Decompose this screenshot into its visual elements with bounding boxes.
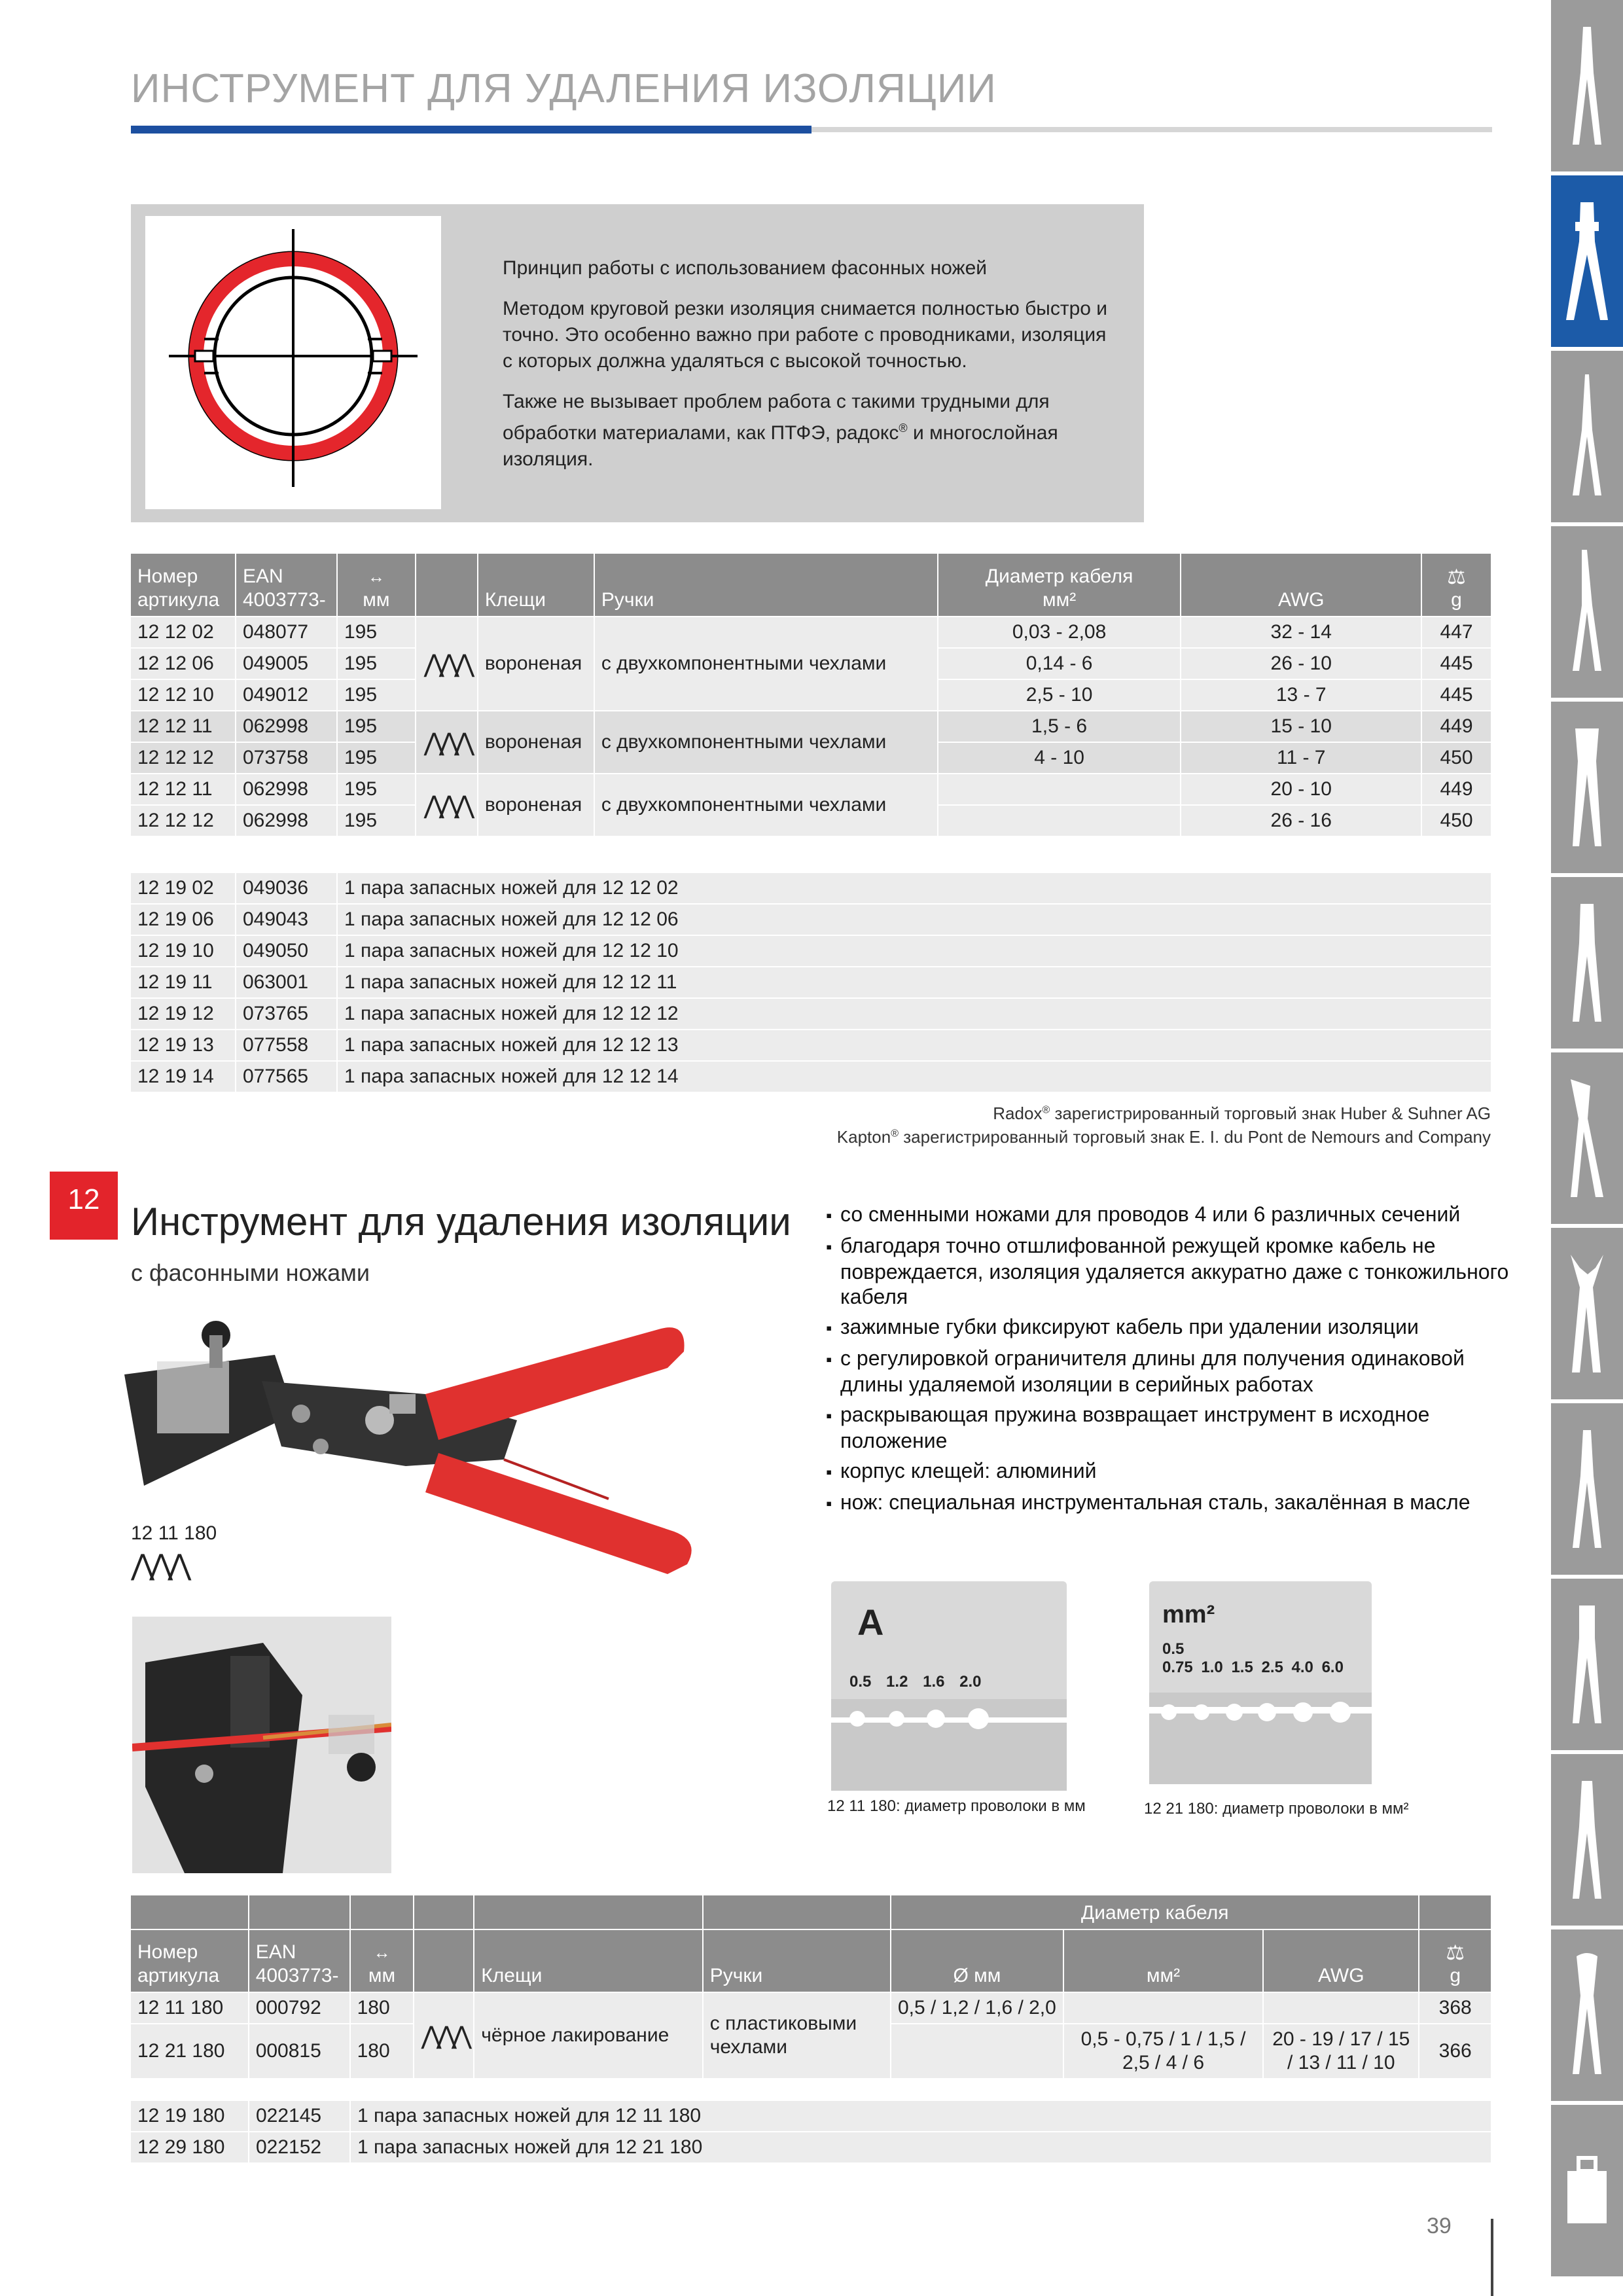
- col-awg: AWG: [1181, 554, 1421, 617]
- tab-water-pump-pliers[interactable]: [1551, 1052, 1623, 1228]
- tab-pliers-4[interactable]: [1551, 526, 1623, 702]
- table-row: 12 12 12 073758 195 4 - 10 11 - 7 450: [131, 742, 1491, 774]
- tool-case-icon: [1564, 2151, 1610, 2230]
- list-item: ▪ благодаря точно отшлифованной режущей кромке кабель не повреждается, изоляция удаляется аккуратно даже с тонкожильного кабеля: [826, 1233, 1520, 1309]
- tab-wire-strippers[interactable]: [1551, 175, 1623, 351]
- product-article-label: 12 11 180: [131, 1522, 217, 1544]
- wire-stripper-tab-icon: [1561, 196, 1613, 327]
- length-arrow-icon: ↔: [367, 567, 385, 586]
- list-item: ▪ нож: специальная инструментальная сталь, закалённая в масле: [826, 1490, 1520, 1516]
- blade-mm-diagram: [831, 1581, 1067, 1791]
- col-weight: ⚖ g: [1419, 1929, 1491, 1992]
- blade-b-caption: 12 21 180: диаметр проволоки в мм²: [1144, 1800, 1409, 1818]
- col-cable-diameter: Диаметр кабеля: [891, 1895, 1419, 1929]
- col-pliers: Клещи: [474, 1929, 703, 1992]
- tab-pliers-3[interactable]: [1551, 351, 1623, 526]
- trademark-radox: Radox® зарегистрированный торговый знак Huber & Suhner AG: [993, 1103, 1491, 1123]
- table-row: 12 19 02 049036 1 пара запасных ножей для 12 12 02: [131, 873, 1491, 904]
- col-jaw-icon: [414, 1929, 474, 1992]
- chapter-tab-bar: [1551, 0, 1623, 2296]
- title-rule-blue: [131, 126, 812, 134]
- table-row: 12 29 180 022152 1 пара запасных ножей для 12 21 180: [131, 2132, 1491, 2163]
- list-item: ▪ корпус клещей: алюминий: [826, 1458, 1520, 1484]
- table-row: 12 19 06 049043 1 пара запасных ножей для 12 12 06: [131, 904, 1491, 935]
- col-awg: AWG: [1263, 1929, 1419, 1992]
- jaw-profile-icon: ⋀⋀⋀: [416, 711, 478, 774]
- tab-pliers-9[interactable]: [1551, 1403, 1623, 1579]
- table-row: 12 12 10 049012 195 2,5 - 10 13 - 7 445: [131, 679, 1491, 711]
- cable-cutters-icon: [1567, 1950, 1607, 2081]
- list-item: ▪ со сменными ножами для проводов 4 или 6 различных сечений: [826, 1202, 1520, 1228]
- circlip-pliers-icon: [1564, 1248, 1610, 1379]
- pincers-icon: [1567, 722, 1607, 853]
- table-row: 12 12 12 062998 195 26 - 16 450: [131, 805, 1491, 836]
- principle-heading: Принцип работы с использованием фасонных ножей: [503, 257, 988, 279]
- cross-section-icon: [145, 216, 441, 509]
- scale-icon: ⚖: [1446, 1941, 1465, 1964]
- spare-blades-table-1: [131, 873, 1492, 1093]
- blade-a-sizes: 0.5 1.2 1.6 2.0: [849, 1673, 982, 1691]
- col-article-number: Номер артикула: [131, 1929, 249, 1992]
- tab-pincers[interactable]: [1551, 702, 1623, 877]
- page-number-rule: [1491, 2219, 1493, 2296]
- tab-cutters[interactable]: [1551, 877, 1623, 1052]
- table-row: 12 12 11 062998 195 ⋀⋀⋀ вороненая с двухкомпонентными чехлами 20 - 10 449: [131, 774, 1491, 805]
- section-number-badge: 12: [50, 1172, 118, 1240]
- blade-a-caption: 12 11 180: диаметр проволоки в мм: [827, 1797, 1086, 1815]
- col-cable-diameter: Диаметр кабеля мм²: [938, 554, 1181, 617]
- col-handles: Ручки: [703, 1929, 891, 1992]
- section-title: Инструмент для удаления изоляции: [131, 1200, 791, 1244]
- col-pliers: Клещи: [478, 554, 594, 617]
- section-subtitle: с фасонными ножами: [131, 1259, 370, 1286]
- principle-text: [503, 255, 1118, 487]
- table-row: 12 12 02 048077 195 ⋀⋀⋀ вороненая с двухкомпонентными чехлами 0,03 - 2,08 32 - 14 447: [131, 617, 1491, 648]
- col-ean: EAN 4003773-: [236, 554, 337, 617]
- col-length: ↔ мм: [350, 1929, 414, 1992]
- crimping-pliers-icon: [1567, 1599, 1607, 1730]
- table-row: 12 19 180 022145 1 пара запасных ножей для 12 11 180: [131, 2101, 1491, 2132]
- jaw-profile-icon: ⋀⋀⋀: [416, 617, 478, 711]
- jaw-profile-icon: ⋀⋀⋀: [131, 1549, 187, 1581]
- blade-b-sizes: 0.75 1.0 1.5 2.5 4.0 6.0: [1162, 1659, 1344, 1676]
- length-arrow-icon: ↔: [373, 1943, 391, 1962]
- usage-photo: [132, 1617, 391, 1873]
- assembly-pliers-icon: [1567, 1424, 1607, 1554]
- tab-circlip-pliers[interactable]: [1551, 1228, 1623, 1403]
- col-diameter-mm2: мм²: [1063, 1929, 1263, 1992]
- feature-list: [826, 1202, 1520, 1521]
- electrician-pliers-icon: [1567, 1774, 1607, 1905]
- tab-pliers-1[interactable]: [1551, 0, 1623, 175]
- water-pump-pliers-icon: [1564, 1073, 1610, 1204]
- combination-pliers-icon: [1567, 20, 1607, 151]
- product-photo: [98, 1316, 720, 1604]
- page-title: ИНСТРУМЕНТ ДЛЯ УДАЛЕНИЯ ИЗОЛЯЦИИ: [131, 66, 997, 111]
- table-row: 12 19 14 077565 1 пара запасных ножей для 12 12 14: [131, 1061, 1491, 1092]
- list-item: ▪ зажимные губки фиксируют кабель при удалении изоляции: [826, 1314, 1520, 1340]
- col-jaw-icon: [416, 554, 478, 617]
- table-row: 12 12 11 062998 195 ⋀⋀⋀ вороненая с двухкомпонентными чехлами 1,5 - 6 15 - 10 449: [131, 711, 1491, 742]
- table-row: 12 12 06 049005 195 0,14 - 6 26 - 10 445: [131, 648, 1491, 679]
- principle-para-1: Методом круговой резки изоляция снимается полностью быстро и точно. Это особенно важно при работе с проводниками, изоляция с которых должна удаляться с высокой точностью.: [503, 298, 1108, 372]
- product-table-2: [131, 1895, 1492, 2079]
- wire-stripper-icon: [98, 1316, 720, 1604]
- col-article-number: Номер артикула: [131, 554, 236, 617]
- spare-blades-table-2: [131, 2101, 1492, 2164]
- table-row: 12 19 13 077558 1 пара запасных ножей для 12 12 13: [131, 1030, 1491, 1061]
- jaw-profile-icon: ⋀⋀⋀: [414, 1992, 474, 2079]
- col-ean: EAN 4003773-: [249, 1929, 350, 1992]
- trademark-kapton: Kapton® зарегистрированный торговый знак E. I. du Pont de Nemours and Company: [836, 1127, 1491, 1147]
- scale-icon: ⚖: [1447, 565, 1466, 588]
- tab-crimping[interactable]: [1551, 1579, 1623, 1754]
- col-weight: ⚖ g: [1421, 554, 1491, 617]
- tab-electrician-pliers[interactable]: [1551, 1754, 1623, 1929]
- table-row: 12 21 180 000815 180 0,5 - 0,75 / 1 / 1,5 / 2,5 / 4 / 6 20 - 19 / 17 / 15 / 13 / 11 / 10 366: [131, 2024, 1491, 2079]
- col-handles: Ручки: [594, 554, 938, 617]
- tab-cable-cutters[interactable]: [1551, 1929, 1623, 2105]
- diagonal-cutters-icon: [1567, 897, 1607, 1028]
- page-number: 39: [1427, 2214, 1452, 2238]
- blade-teeth-icon: [831, 1699, 1067, 1791]
- table-row: 12 19 12 073765 1 пара запасных ножей для 12 12 12: [131, 998, 1491, 1030]
- col-diameter-mm: Ø мм: [891, 1929, 1063, 1992]
- principle-para-2: Также не вызывает проблем работа с такими трудными для обработки материалами, как ПТФЭ, радокс® и многослойная изоляция.: [503, 391, 1058, 470]
- long-nose-pliers-icon: [1567, 371, 1607, 502]
- table-row: 12 19 11 063001 1 пара запасных ножей для 12 12 11: [131, 967, 1491, 998]
- blade-a-letter: A: [857, 1602, 884, 1643]
- blade-b-size-top: 0.5: [1162, 1640, 1185, 1658]
- list-item: ▪ с регулировкой ограничителя длины для получения одинаковой длины удаляемой изоляции в серийных работах: [826, 1346, 1520, 1397]
- product-table-1: [131, 554, 1492, 837]
- circular-cut-diagram: [145, 216, 441, 509]
- bent-nose-pliers-icon: [1567, 547, 1607, 677]
- col-length: ↔ мм: [337, 554, 416, 617]
- blade-mm2-diagram: [1149, 1581, 1372, 1784]
- jaw-profile-icon: ⋀⋀⋀: [416, 774, 478, 836]
- blade-b-unit: mm²: [1162, 1601, 1215, 1628]
- blade-teeth-icon: [1149, 1693, 1372, 1784]
- title-rule-grey: [812, 127, 1492, 132]
- stripping-in-use-icon: [132, 1617, 391, 1873]
- table-row: 12 19 10 049050 1 пара запасных ножей для 12 12 10: [131, 935, 1491, 967]
- tab-tool-cases[interactable]: [1551, 2105, 1623, 2280]
- list-item: ▪ раскрывающая пружина возвращает инструмент в исходное положение: [826, 1402, 1520, 1453]
- table-row: 12 11 180 000792 180 ⋀⋀⋀ чёрное лакирование с пластиковыми чехлами 0,5 / 1,2 / 1,6 / 2,0 368: [131, 1992, 1491, 2024]
